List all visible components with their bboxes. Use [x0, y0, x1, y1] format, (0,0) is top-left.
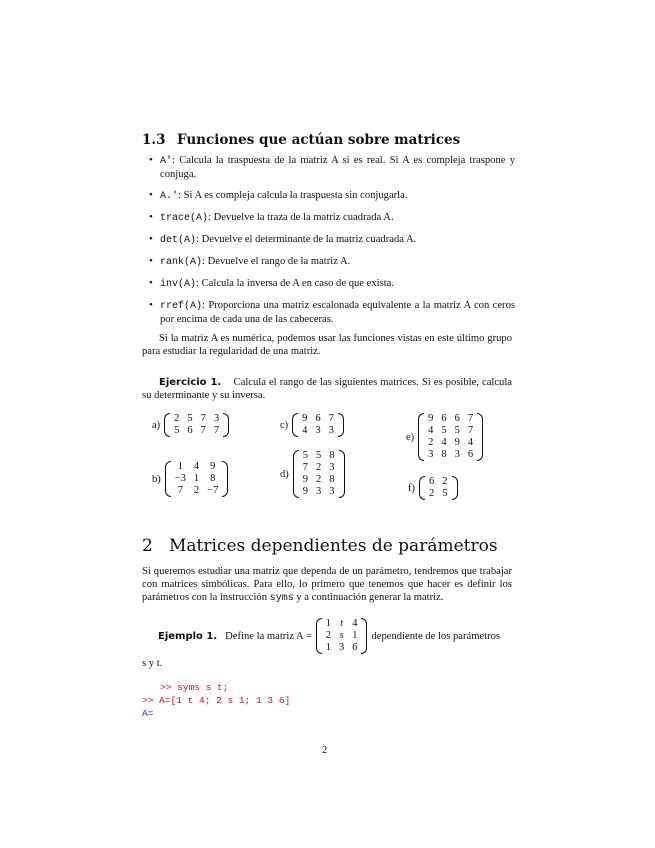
item-text: : Calcula la inversa de A en caso de que exista.	[196, 278, 394, 289]
example-text: Define la matriz A =	[225, 630, 312, 642]
matrix-cell: 4	[467, 437, 474, 448]
matrix-body	[419, 476, 458, 500]
matrix-cell: 3	[316, 486, 322, 497]
matrix-cell: 3	[329, 486, 335, 497]
inline-code: syms	[269, 593, 294, 604]
matrix-cell: 5	[441, 425, 447, 436]
example-text-line2: s y t.	[142, 658, 163, 669]
matrix-cell: 6	[315, 413, 321, 424]
matrix-cell: 1	[177, 461, 183, 472]
paragraph-text: y a continuación generar la matriz.	[296, 592, 444, 603]
matrix-cell: 3	[428, 449, 434, 460]
matrix-cell: 4	[302, 425, 308, 436]
matrix-cell: 2	[174, 413, 180, 424]
list-item	[160, 189, 515, 203]
matrix-cell: 5	[187, 413, 193, 424]
item-text: : Devuelve el rango de la matriz A.	[202, 256, 351, 267]
matrix-cell: 2	[428, 437, 434, 448]
list-item	[160, 299, 515, 326]
code-line: >> syms s t;	[160, 682, 229, 693]
matrix-cell: 9	[454, 437, 460, 448]
matrix-label: a)	[152, 419, 161, 431]
matrix-a	[152, 413, 229, 437]
matrix-cell: 8	[329, 450, 335, 461]
matrix-cell: 3	[454, 449, 460, 460]
matrix-cell: 7	[467, 425, 474, 436]
section-heading	[142, 132, 460, 148]
matrix-cell: 8	[210, 473, 216, 484]
item-text: : Devuelve la traza de la matriz cuadrada A.	[208, 212, 394, 223]
matrix-label: f)	[408, 482, 415, 494]
matrix-cell: 8	[329, 474, 335, 485]
matrix-cell: 1	[193, 473, 200, 484]
matrix-cell: 4	[193, 461, 200, 472]
list-item	[160, 277, 515, 291]
list-item	[160, 255, 515, 269]
matrix-cell: 7	[177, 485, 183, 496]
matrix-cell: 1	[325, 642, 331, 653]
matrix-body	[292, 413, 344, 437]
matrix-cell: 2	[316, 462, 322, 473]
code-term: inv(A)	[160, 279, 197, 290]
matrix-f	[408, 476, 458, 500]
matrix-cell: 7	[302, 462, 308, 473]
matrix-body	[164, 413, 229, 437]
page-number: 2	[322, 745, 328, 756]
paragraph-text: Si queremos estudiar una matriz que dependa de un parámetro, tendremos que trabajar con matrices simbólicas. Para ello, lo primero que tenemos que hacer es definir los parámetros con la instrucción	[142, 566, 512, 603]
exercise-title: Ejercicio 1.	[159, 377, 222, 388]
example-block	[158, 618, 518, 654]
matrix-cell: 3	[329, 462, 335, 473]
matrix-cell: 3	[315, 425, 321, 436]
matrix-label: b)	[152, 473, 161, 485]
matrix-cell: 3	[328, 425, 334, 436]
matrix-cell: 2	[325, 630, 331, 641]
list-item	[160, 233, 515, 247]
code-output: A=	[142, 708, 154, 719]
code-term: rank(A)	[160, 257, 203, 268]
matrix-cell: 9	[302, 486, 308, 497]
matrix-cell: 7	[200, 413, 206, 424]
matrix-cell: 4	[428, 425, 434, 436]
example-title: Ejemplo 1.	[158, 630, 218, 642]
matrix-cell: t	[340, 618, 344, 629]
function-list	[160, 154, 515, 334]
item-text: : Si A es compleja calcula la traspuesta sin conjugarla.	[178, 190, 408, 201]
matrix-cell: 4	[352, 618, 358, 629]
matrix-cell: 5	[442, 488, 448, 499]
matrix-label: c)	[280, 419, 289, 431]
matrix-d	[280, 450, 345, 498]
matrix-cell: 7	[200, 425, 206, 436]
example-matrix	[316, 618, 368, 654]
item-text: : Calcula la traspuesta de la matriz A si es real. Si A es compleja traspone y conjuga.	[160, 155, 515, 180]
matrix-cell: 6	[429, 476, 435, 487]
matrix-cell: 1	[325, 618, 331, 629]
item-text: : Devuelve el determinante de la matriz cuadrada A.	[196, 234, 417, 245]
code-term: det(A)	[160, 235, 197, 246]
section-title: Funciones que actúan sobre matrices	[177, 132, 461, 148]
matrix-cell: 2	[316, 474, 322, 485]
matrix-cell: 6	[454, 413, 460, 424]
code-line: >> A=[1 t 4; 2 s 1; 1 3 6]	[142, 695, 291, 706]
matrix-b	[152, 461, 228, 497]
matrix-cell: 2	[429, 488, 435, 499]
exercise-text: Calcula el rango de las siguientes matrices. Si es posible, calcula su determinante y su inversa.	[142, 377, 513, 401]
matrix-cell: 3	[338, 642, 345, 653]
list-item	[160, 211, 515, 225]
matrix-cell: 2	[442, 476, 448, 487]
exercise-block	[142, 376, 512, 402]
matrix-cell: 7	[213, 425, 220, 436]
item-text: : Proporciona una matriz escalonada equivalente a la matriz A con ceros por encima de cada una de las cabeceras.	[160, 300, 515, 325]
matrix-c	[280, 413, 344, 437]
matrix-label: d)	[280, 468, 289, 480]
paragraph: Si la matriz A es numérica, podemos usar las funciones vistas en este último grupo para estudiar la regularidad de una matriz.	[142, 333, 512, 357]
code-term: trace(A)	[160, 213, 209, 224]
matrix-cell: 9	[428, 413, 434, 424]
matrix-cell: 2	[193, 485, 200, 496]
matrix-cell: 5	[316, 450, 322, 461]
matrix-cell: −3	[174, 473, 186, 484]
matrix-cell: s	[339, 630, 344, 641]
matrix-cell: 6	[352, 642, 358, 653]
matrix-cell: −7	[207, 485, 219, 496]
matrix-cell: 1	[352, 630, 358, 641]
matrix-body	[293, 450, 345, 498]
matrix-cell: 5	[302, 450, 308, 461]
section-number: 1.3	[142, 132, 166, 148]
code-term: A'	[160, 156, 173, 167]
paragraph	[142, 565, 512, 605]
code-term: rref(A)	[160, 301, 203, 312]
matrix-cell: 9	[210, 461, 216, 472]
matrix-cell: 7	[467, 413, 474, 424]
matrix-cell: 6	[441, 413, 447, 424]
matrix-cell: 6	[187, 425, 193, 436]
matrix-body	[418, 413, 483, 461]
matrix-cell: 4	[441, 437, 447, 448]
example-text: dependiente de los parámetros	[371, 630, 501, 642]
matrix-cell: 5	[174, 425, 180, 436]
matrix-label: e)	[406, 431, 415, 443]
matrix-cell: 8	[441, 449, 447, 460]
matrix-e	[406, 413, 483, 461]
list-item	[160, 154, 515, 181]
matrix-cell: 9	[302, 413, 308, 424]
matrix-cell: 3	[213, 413, 220, 424]
matrix-cell: 7	[328, 413, 334, 424]
matrix-cell: 6	[467, 449, 474, 460]
matrix-cell: 5	[454, 425, 460, 436]
section-number: 2	[142, 536, 153, 556]
code-term: A.'	[160, 191, 179, 202]
matrix-cell: 9	[302, 474, 308, 485]
section-heading	[142, 536, 498, 556]
section-title: Matrices dependientes de parámetros	[169, 536, 498, 556]
matrix-body	[165, 461, 229, 497]
